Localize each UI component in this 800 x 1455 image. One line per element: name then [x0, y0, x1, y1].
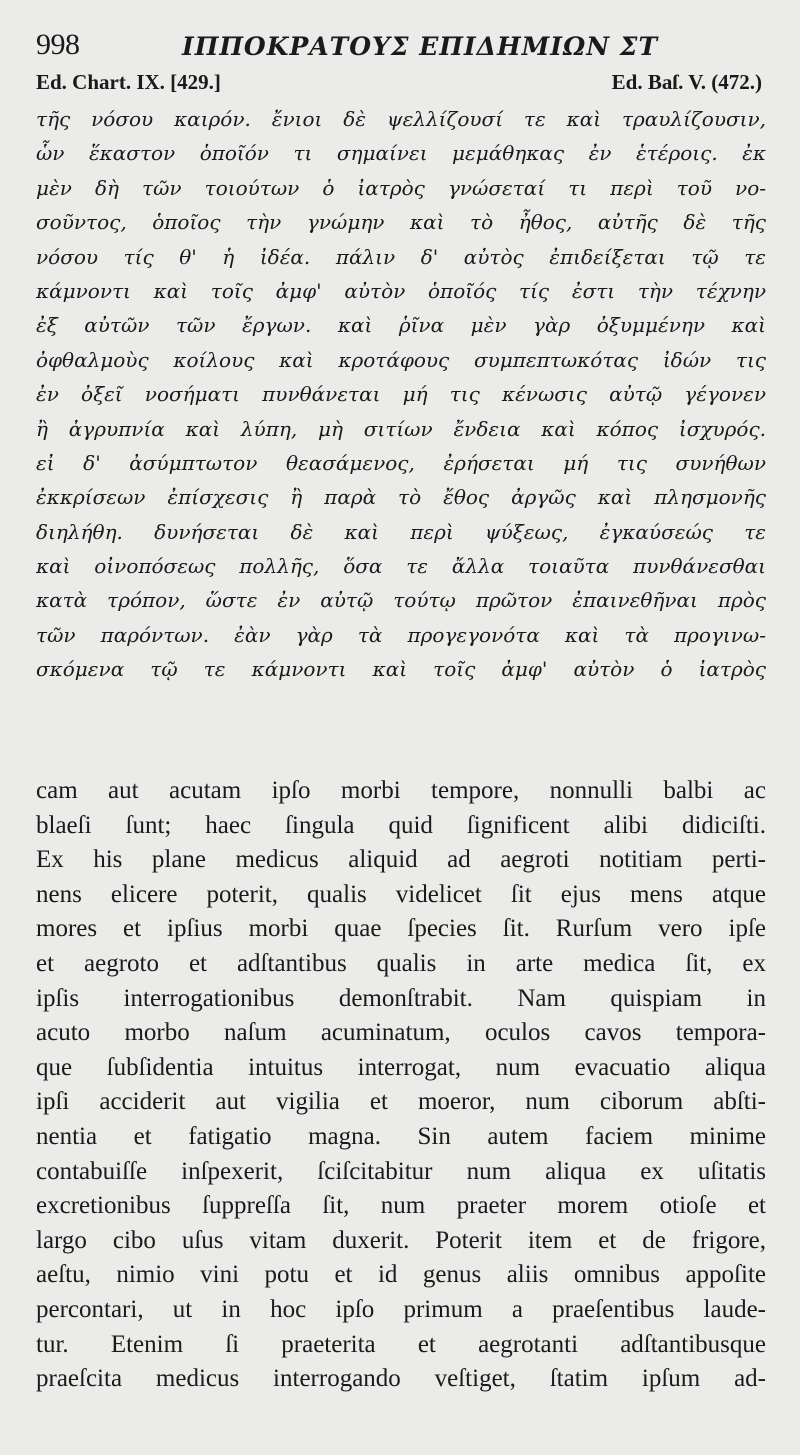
- latin-text-line: excretionibus ſuppreſſa ſit, num praeter morem otioſe et: [36, 1192, 766, 1220]
- greek-text-line: ἐξ αὐτῶν τῶν ἔργων. καὶ ῥῖνα μὲν γὰρ ὀξυμμένην καὶ: [36, 313, 766, 338]
- latin-text-line: Ex his plane medicus aliquid ad aegroti notitiam perti-: [36, 846, 766, 874]
- greek-text-block: [36, 102, 766, 687]
- latin-text-line: percontari, ut in hoc ipſo primum a praeſentibus laude-: [36, 1295, 766, 1323]
- latin-text-line: et aegroto et adſtantibus qualis in arte medica ſit, ex: [36, 949, 766, 977]
- latin-text-line: mores et ipſius morbi quae ſpecies ſit. Rurſum vero ipſe: [36, 915, 766, 943]
- latin-text-line: blaeſi ſunt; haec ſingula quid ſignificent alibi didiciſti.: [36, 811, 766, 839]
- greek-text-line: ἢ ἀγρυπνία καὶ λύπη, μὴ σιτίων ἔνδεια καὶ κόπος ἰσχυρός.: [36, 416, 766, 441]
- edition-basel-ref: Ed. Baſ. V. (472.): [611, 70, 762, 94]
- latin-text-line: tur. Etenim ſi praeterita et aegrotanti adſtantibusque: [36, 1330, 766, 1358]
- edition-references: [36, 70, 766, 102]
- latin-text-line: nens elicere poterit, qualis videlicet ſit ejus mens atque: [36, 880, 766, 908]
- latin-text-line: ipſis interrogationibus demonſtrabit. Nam quispiam in: [36, 984, 766, 1012]
- latin-text-line: nentia et fatigatio magna. Sin autem faciem minime: [36, 1122, 766, 1150]
- running-head: [36, 28, 766, 70]
- latin-text-line: ipſi acciderit aut vigilia et moeror, num ciborum abſti-: [36, 1088, 766, 1116]
- greek-text-line: εἰ δ' ἀσύμπτωτον θεασάμενος, ἐρήσεται μή τις συνήθων: [36, 450, 766, 475]
- greek-text-line: σοῦντος, ὁποῖος τὴν γνώμην καὶ τὸ ἦθος, αὐτῆς δὲ τῆς: [36, 210, 766, 235]
- greek-text-line: ἐν ὀξεῖ νοσήματι πυνθάνεται μή τις κένωσις αὐτῷ γέγονεν: [36, 382, 766, 407]
- latin-text-line: aeſtu, nimio vini potu et id genus aliis omnibus appoſite: [36, 1261, 766, 1289]
- greek-text-line: διηλήθη. δυνήσεται δὲ καὶ περὶ ψύξεως, ἐγκαύσεώς τε: [36, 519, 766, 544]
- greek-text-line: κατὰ τρόπον, ὥστε ἐν αὐτῷ τούτῳ πρῶτον ἐπαινεθῆναι πρὸς: [36, 588, 766, 613]
- edition-chartier-ref: Ed. Chart. IX. [429.]: [36, 70, 221, 94]
- greek-text-line: τῆς νόσου καιρόν. ἔνιοι δὲ ψελλίζουσί τε καὶ τραυλίζουσιν,: [36, 107, 766, 131]
- greek-text-line: σκόμενα τῷ τε κάμνοντι καὶ τοῖς ἀμφ' αὐτὸν ὁ ἰατρὸς: [36, 657, 766, 682]
- greek-text-line: καὶ οἰνοπόσεως πολλῆς, ὅσα τε ἄλλα τοιαῦτα πυνθάνεσθαι: [36, 554, 766, 579]
- latin-text-line: contabuiſſe inſpexerit, ſciſcitabitur num aliqua ex uſitatis: [36, 1157, 766, 1185]
- running-title: ΙΠΠΟΚΡΑΤΟΥΣ ΕΠΙΔΗΜΙΩΝ ΣΤ: [182, 32, 659, 61]
- greek-text-line: τῶν παρόντων. ἐὰν γὰρ τὰ προγεγονότα καὶ τὰ προγινω-: [36, 622, 766, 647]
- latin-text-line: que ſubſidentia intuitus interrogat, num evacuatio aliqua: [36, 1053, 766, 1081]
- greek-text-line: κάμνοντι καὶ τοῖς ἀμφ' αὐτὸν ὁποῖός τίς ἐστι τὴν τέχνην: [36, 278, 766, 303]
- latin-text-line: cam aut acutam ipſo morbi tempore, nonnulli balbi ac: [36, 777, 766, 804]
- latin-text-line: acuto morbo naſum acuminatum, oculos cavos tempora-: [36, 1019, 766, 1047]
- greek-text-line: νόσου τίς θ' ἡ ἰδέα. πάλιν δ' αὐτὸς ἐπιδείξεται τῷ τε: [36, 244, 766, 269]
- greek-text-line: ὧν ἕκαστον ὁποῖόν τι σημαίνει μεμάθηκας ἐν ἑτέροις. ἐκ: [36, 141, 766, 166]
- latin-text-line: largo cibo uſus vitam duxerit. Poterit item et de frigore,: [36, 1226, 766, 1254]
- greek-text-line: ὀφθαλμοὺς κοίλους καὶ κροτάφους συμπεπτωκότας ἰδών τις: [36, 347, 766, 372]
- latin-text-line: praeſcita medicus interrogando veſtiget, ſtatim ipſum ad-: [36, 1365, 766, 1393]
- latin-text-block: [36, 774, 766, 1397]
- greek-text-line: ἐκκρίσεων ἐπίσχεσις ἢ παρὰ τὸ ἔθος ἀργῶς καὶ πλησμονῆς: [36, 485, 766, 510]
- greek-text-line: μὲν δὴ τῶν τοιούτων ὁ ἰατρὸς γνώσεταί τι περὶ τοῦ νο-: [36, 175, 766, 200]
- page-number: 998: [36, 28, 80, 61]
